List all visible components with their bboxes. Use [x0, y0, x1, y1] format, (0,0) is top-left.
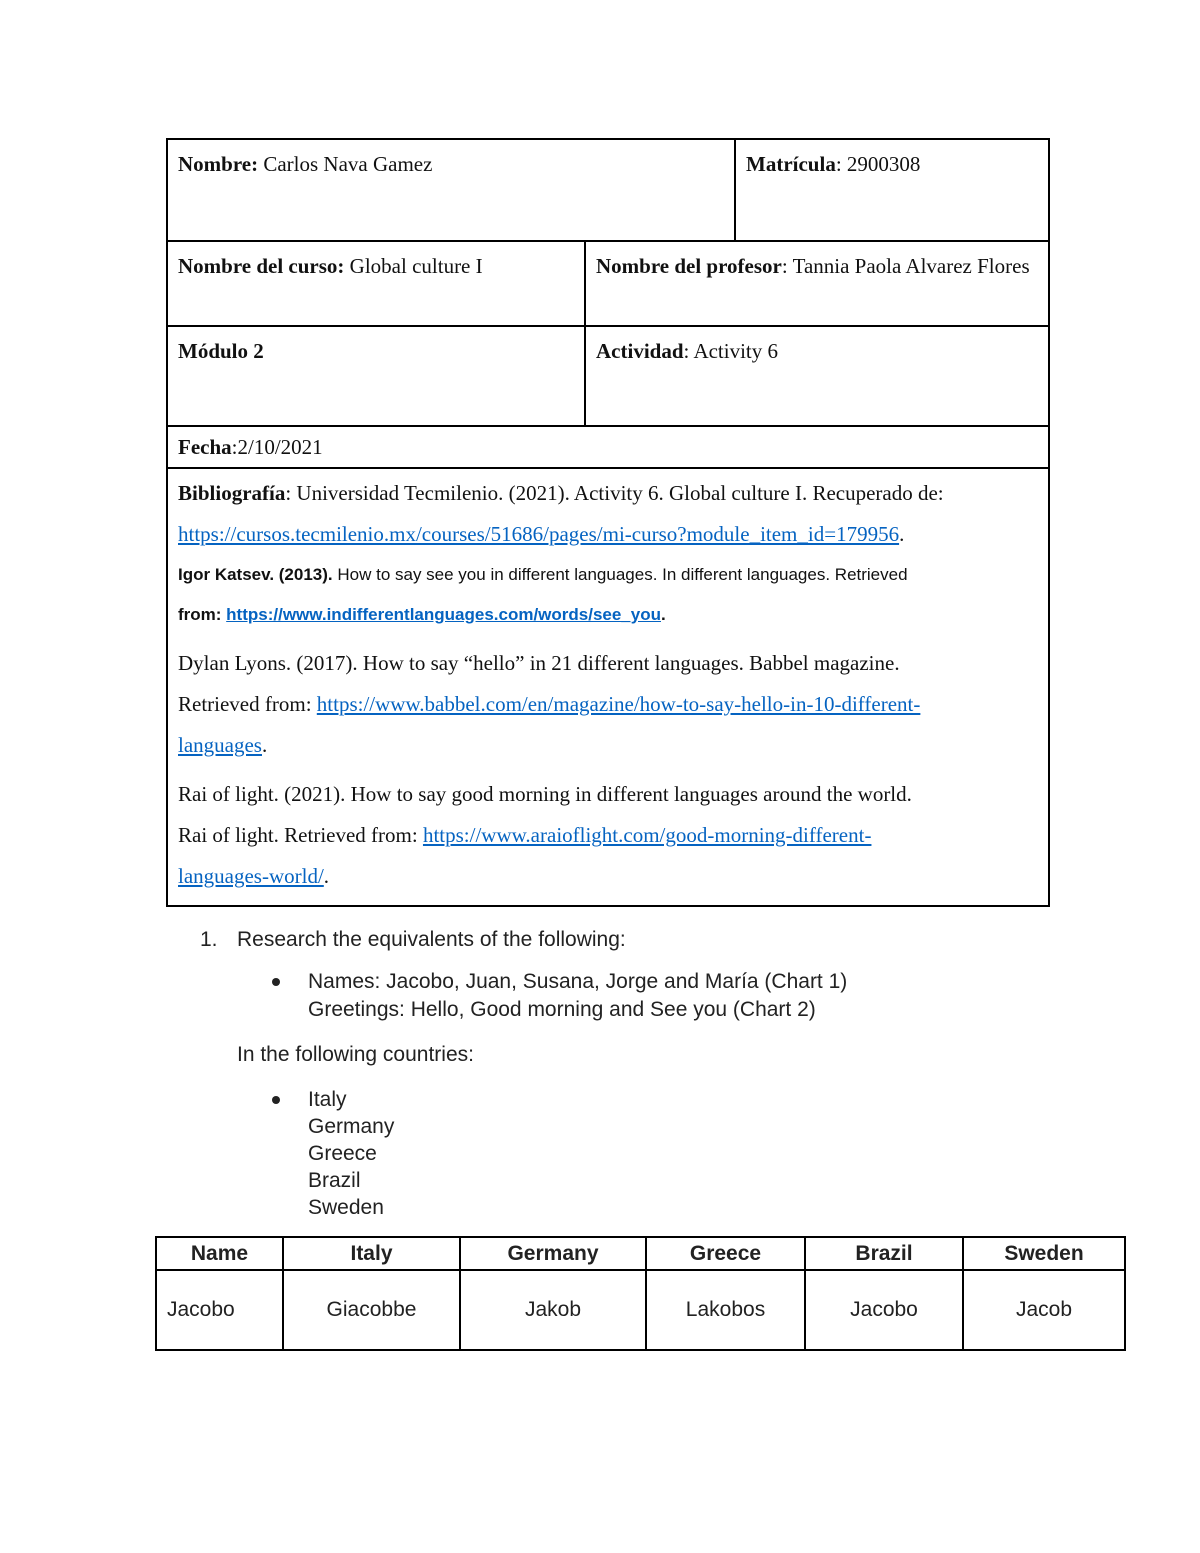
ref3-link-part-2[interactable]: languages [178, 733, 262, 757]
ref2-author: Igor Katsev. (2013). [178, 565, 333, 584]
bibliography-label: Bibliografía [178, 481, 286, 505]
bibliography-ref-4 [178, 774, 1038, 897]
bibliography-ref-3 [178, 643, 1038, 766]
matricula-value: : 2900308 [835, 152, 921, 176]
table-cell: Giacobbe [283, 1270, 460, 1350]
name-label: Nombre: [178, 152, 259, 176]
matricula-label: Matrícula [746, 152, 836, 176]
table-cell: Jakob [460, 1270, 646, 1350]
header-row-date [167, 426, 1049, 468]
date-cell [167, 426, 1049, 468]
bullet-icon [272, 978, 280, 986]
ref3-link-part-1[interactable]: https://www.babbel.com/en/magazine/how-to-say-hello-in-10-different- [316, 692, 921, 716]
ref2-link[interactable]: https://www.indifferentlanguages.com/words/see_you [226, 605, 661, 624]
countries-intro: In the following countries: [237, 1043, 474, 1066]
country-item: Sweden [308, 1196, 384, 1219]
ref3-from: Retrieved from: [178, 692, 317, 716]
activity-label: Actividad [596, 339, 684, 363]
course-cell [167, 241, 585, 326]
names-table [155, 1236, 1126, 1351]
column-header: Brazil [805, 1237, 963, 1270]
ref2-text: How to say see you in different languages. In different languages. Retrieved [332, 565, 908, 584]
header-table [166, 138, 1050, 907]
column-header: Italy [283, 1237, 460, 1270]
ref2-from: from: [178, 605, 227, 624]
table-cell: Jacobo [805, 1270, 963, 1350]
date-value: :2/10/2021 [231, 435, 323, 459]
professor-value: : Tannia Paola Alvarez Flores [781, 254, 1030, 278]
country-item: Germany [308, 1115, 395, 1138]
table-cell: Lakobos [646, 1270, 805, 1350]
student-name-cell [167, 139, 735, 241]
course-label: Nombre del curso: [178, 254, 345, 278]
bibliography-ref-2 [178, 555, 1038, 635]
ref1-link[interactable]: https://cursos.tecmilenio.mx/courses/51686/pages/mi-curso?module_item_id=179956 [178, 522, 900, 546]
course-value: Global culture I [344, 254, 483, 278]
list-item-text: Research the equivalents of the following: [237, 928, 626, 951]
ref1-period: . [899, 522, 905, 546]
bibliography-cell [167, 468, 1049, 906]
date-label: Fecha [178, 435, 232, 459]
column-header: Germany [460, 1237, 646, 1270]
country-item: Italy [308, 1088, 347, 1111]
greetings-line: Greetings: Hello, Good morning and See you (Chart 2) [308, 998, 816, 1021]
column-header: Greece [646, 1237, 805, 1270]
ref4-from: Rai of light. Retrieved from: [178, 823, 423, 847]
header-row-module [167, 326, 1049, 426]
bullet-icon [272, 1096, 280, 1104]
activity-value: : Activity 6 [683, 339, 779, 363]
ref1-text: : Universidad Tecmilenio. (2021). Activity 6. Global culture I. Recuperado de: [285, 481, 944, 505]
professor-cell [585, 241, 1049, 326]
ref4-link-part-2[interactable]: languages-world/ [178, 864, 324, 888]
header-row-bibliography [167, 468, 1049, 906]
name-value: Carlos Nava Gamez [258, 152, 433, 176]
list-item-number: 1. [200, 928, 218, 951]
module-cell [167, 326, 585, 426]
names-line: Names: Jacobo, Juan, Susana, Jorge and María (Chart 1) [308, 970, 848, 993]
table-cell: Jacob [963, 1270, 1125, 1350]
ref4-period: . [323, 864, 330, 888]
ref3-text: Dylan Lyons. (2017). How to say “hello” in 21 different languages. Babbel magazine. [178, 651, 900, 675]
header-row-name [167, 139, 1049, 241]
table-row [156, 1270, 1125, 1350]
ref4-text: Rai of light. (2021). How to say good morning in different languages around the world. [178, 782, 912, 806]
table-cell: Jacobo [156, 1270, 283, 1350]
table-header-row [156, 1237, 1125, 1270]
country-item: Greece [308, 1142, 377, 1165]
ref4-link-part-1[interactable]: https://www.araioflight.com/good-morning-different- [422, 823, 872, 847]
module-label: Módulo 2 [178, 339, 264, 363]
column-header: Name [156, 1237, 283, 1270]
ref3-period: . [261, 733, 268, 757]
matricula-cell [735, 139, 1049, 241]
professor-label: Nombre del profesor [596, 254, 782, 278]
bibliography-ref-1 [178, 473, 1038, 555]
column-header: Sweden [963, 1237, 1125, 1270]
header-row-course [167, 241, 1049, 326]
ref2-period: . [661, 605, 666, 624]
country-item: Brazil [308, 1169, 361, 1192]
activity-cell [585, 326, 1049, 426]
